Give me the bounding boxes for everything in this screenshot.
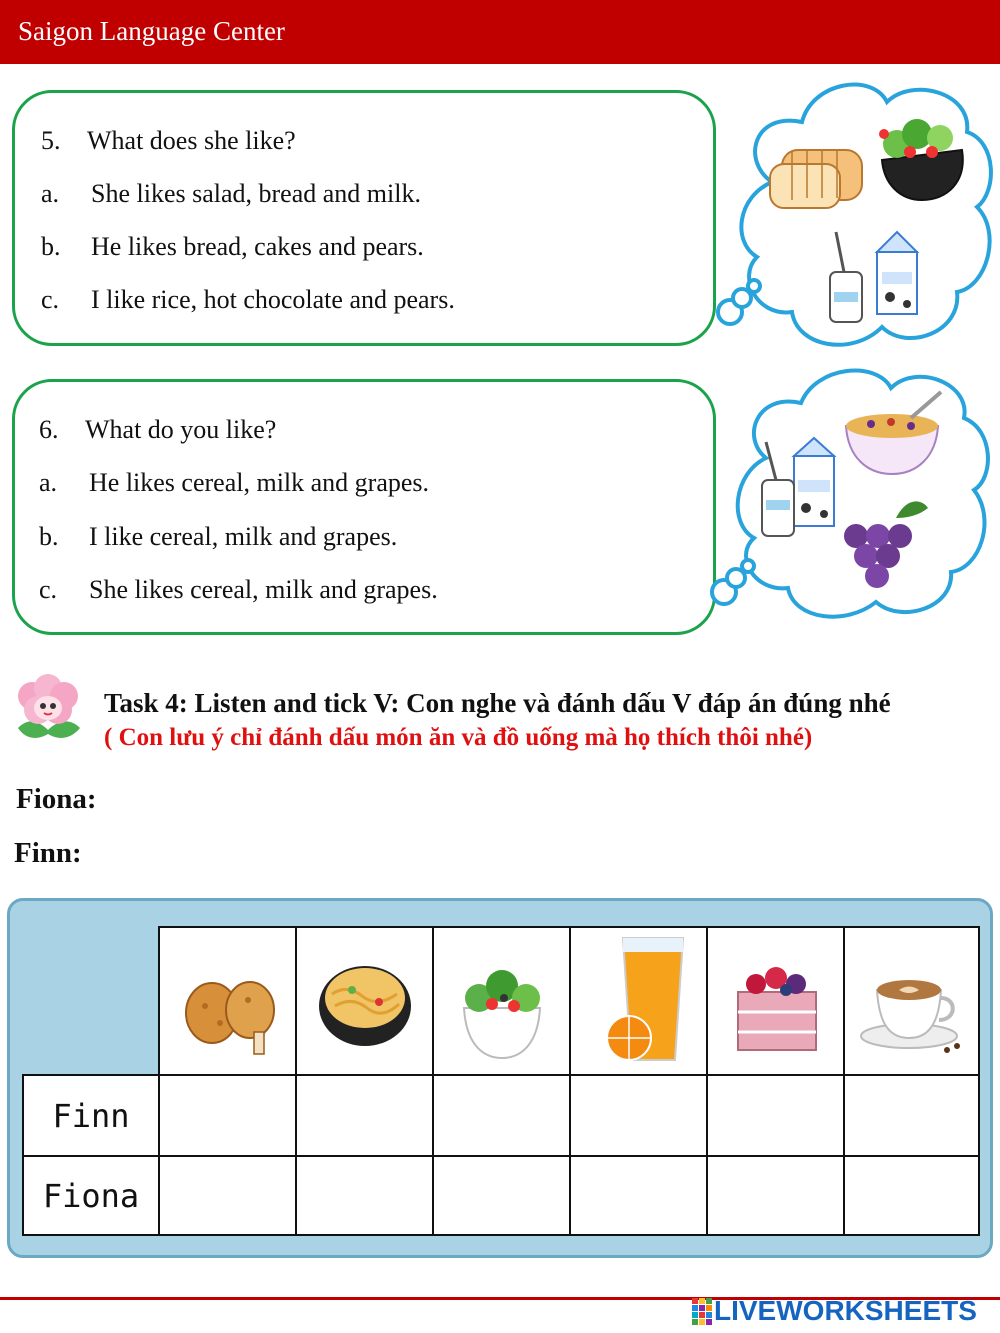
column-cake xyxy=(706,926,845,1076)
orange-juice-icon xyxy=(571,928,706,1074)
salad-icon xyxy=(434,928,569,1074)
tick-cell-finn-juice[interactable] xyxy=(569,1074,708,1157)
option-letter: a. xyxy=(39,468,58,497)
option-5a[interactable] xyxy=(41,179,421,209)
question-text: What does she like? xyxy=(87,126,296,155)
column-fried-chicken xyxy=(158,926,297,1076)
option-letter: b. xyxy=(39,522,59,551)
tick-cell-fiona-chicken[interactable] xyxy=(158,1155,297,1236)
task-4-note: ( Con lưu ý chỉ đánh dấu món ăn và đồ uống mà họ thích thôi nhé) xyxy=(104,724,813,751)
fiona-label: Fiona: xyxy=(16,783,97,815)
flower-character-icon xyxy=(8,668,88,744)
footer-brand: LIVEWORKSHEETS xyxy=(714,1295,977,1326)
fried-chicken-icon xyxy=(160,928,295,1074)
option-letter: c. xyxy=(41,285,60,314)
tick-cell-fiona-salad[interactable] xyxy=(432,1155,571,1236)
option-6c[interactable] xyxy=(39,575,438,605)
option-letter: a. xyxy=(41,179,60,208)
option-5b[interactable] xyxy=(41,232,424,262)
option-6a[interactable] xyxy=(39,468,429,498)
option-text: She likes salad, bread and milk. xyxy=(91,179,421,208)
thought-cloud-2 xyxy=(706,358,1000,628)
option-text: He likes bread, cakes and pears. xyxy=(91,232,424,261)
task-4-title: Task 4: Listen and tick V: Con nghe và đánh dấu V đáp án đúng nhé xyxy=(104,688,891,718)
option-text: I like rice, hot chocolate and pears. xyxy=(91,285,455,314)
question-number: 5. xyxy=(41,126,61,155)
tick-cell-finn-coffee[interactable] xyxy=(843,1074,980,1157)
column-coffee xyxy=(843,926,980,1076)
option-6b[interactable] xyxy=(39,522,397,552)
question-5-box xyxy=(12,90,716,346)
option-text: She likes cereal, milk and grapes. xyxy=(89,575,438,604)
question-6-prompt xyxy=(39,415,276,445)
tick-cell-fiona-coffee[interactable] xyxy=(843,1155,980,1236)
option-text: He likes cereal, milk and grapes. xyxy=(89,468,430,497)
cake-icon xyxy=(708,928,843,1074)
thought-cloud-1 xyxy=(712,72,1000,360)
bread-icon xyxy=(770,150,862,208)
option-text: I like cereal, milk and grapes. xyxy=(89,522,398,551)
row-label-finn: Finn xyxy=(22,1074,160,1157)
noodles-icon xyxy=(297,928,432,1074)
column-orange-juice xyxy=(569,926,708,1076)
question-text: What do you like? xyxy=(85,415,277,444)
column-noodles xyxy=(295,926,434,1076)
row-label-fiona: Fiona xyxy=(22,1155,160,1236)
tick-cell-finn-noodles[interactable] xyxy=(295,1074,434,1157)
option-letter: c. xyxy=(39,575,58,604)
coffee-icon xyxy=(845,928,978,1074)
tick-cell-finn-salad[interactable] xyxy=(432,1074,571,1157)
tick-cell-fiona-juice[interactable] xyxy=(569,1155,708,1236)
header-bar xyxy=(0,0,1000,64)
finn-label: Finn: xyxy=(14,837,82,869)
tick-cell-finn-cake[interactable] xyxy=(706,1074,845,1157)
tick-cell-fiona-cake[interactable] xyxy=(706,1155,845,1236)
liveworksheets-logo[interactable] xyxy=(692,1295,977,1327)
question-number: 6. xyxy=(39,415,59,444)
tick-cell-fiona-noodles[interactable] xyxy=(295,1155,434,1236)
option-5c[interactable] xyxy=(41,285,455,315)
question-5-prompt xyxy=(41,126,296,156)
header-title: Saigon Language Center xyxy=(18,16,285,46)
option-letter: b. xyxy=(41,232,61,261)
question-6-box xyxy=(12,379,716,635)
liveworksheets-grid-icon xyxy=(692,1296,714,1326)
tick-cell-finn-chicken[interactable] xyxy=(158,1074,297,1157)
column-salad xyxy=(432,926,571,1076)
